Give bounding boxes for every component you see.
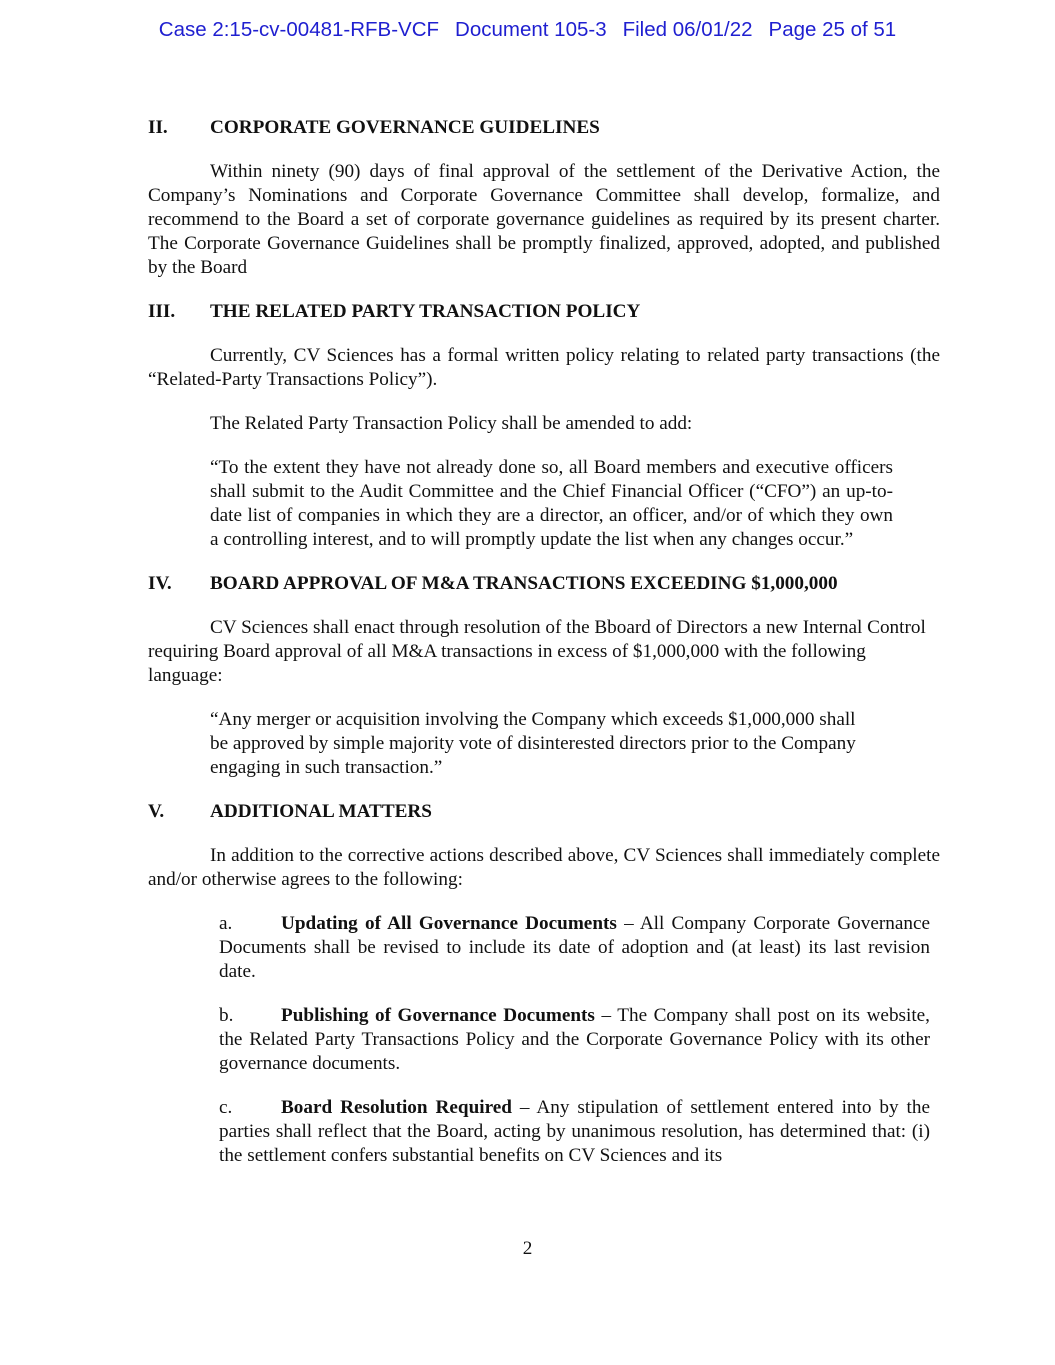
- paragraph: CV Sciences shall enact through resolution of the Bboard of Directors a new Internal Control requiring Board approval of all M&A transactions in excess of $1,000,000 with the following language:: [148, 617, 926, 686]
- section-title: THE RELATED PARTY TRANSACTION POLICY: [210, 301, 641, 322]
- section-heading-v: [148, 800, 940, 824]
- section-number: V.: [148, 801, 165, 822]
- section-heading-iii: [148, 300, 940, 324]
- document-number: Document 105-3: [455, 18, 607, 41]
- item-title: Publishing of Governance Documents: [281, 1005, 595, 1026]
- item-text: Any stipulation of settlement entered into by the parties shall reflect that the Board, acting by unanimous resolution, has determined that: (i) the settlement confers substantial benefits on CV Sciences and its: [219, 1097, 930, 1166]
- section-heading-iv: [148, 572, 940, 596]
- block-quote: “Any merger or acquisition involving the Company which exceeds $1,000,000 shall be approved by simple majority vote of disinterested directors prior to the Company engaging in such transaction.”: [210, 709, 856, 778]
- block-quote: “To the extent they have not already done so, all Board members and executive officers shall submit to the Audit Committee and the Chief Financial Officer (“CFO”) an up-to-date list of companies in which they are a director, an officer, and/or of which they own a controlling interest, and to will promptly update the list when any changes occur.”: [210, 457, 893, 550]
- section-number: III.: [148, 301, 176, 322]
- item-text: All Company Corporate Governance Documents shall be revised to include its date of adoption and (at least) its last revision date.: [219, 913, 931, 982]
- item-letter: c.: [219, 1097, 233, 1118]
- list-item-b: [219, 1004, 930, 1076]
- item-title: Board Resolution Required: [281, 1097, 512, 1118]
- paragraph: Currently, CV Sciences has a formal written policy relating to related party transactions (the “Related-Party Transactions Policy”).: [148, 345, 940, 390]
- section-title: CORPORATE GOVERNANCE GUIDELINES: [210, 117, 600, 138]
- item-text: The Company shall post on its website, the Related Party Transactions Policy and the Corporate Governance Policy with its other governance documents.: [219, 1005, 930, 1074]
- section-heading-ii: [148, 116, 940, 140]
- page-count: Page 25 of 51: [768, 18, 897, 41]
- document-body: [148, 116, 940, 1188]
- case-header: [0, 18, 1055, 42]
- paragraph: The Related Party Transaction Policy shall be amended to add:: [210, 413, 693, 434]
- list-item-c: [219, 1096, 930, 1168]
- page-number: 2: [522, 1238, 533, 1259]
- case-number: Case 2:15-cv-00481-RFB-VCF: [158, 18, 440, 41]
- item-title: Updating of All Governance Documents: [281, 913, 617, 934]
- item-letter: a.: [219, 913, 233, 934]
- item-letter: b.: [219, 1005, 234, 1026]
- item-dash: –: [616, 913, 640, 934]
- section-title: ADDITIONAL MATTERS: [210, 801, 432, 822]
- item-dash: –: [511, 1097, 537, 1118]
- item-dash: –: [594, 1005, 618, 1026]
- section-title: BOARD APPROVAL OF M&A TRANSACTIONS EXCEEDING $1,000,000: [210, 573, 838, 594]
- filed-date: Filed 06/01/22: [622, 18, 753, 41]
- section-number: II.: [148, 117, 168, 138]
- paragraph: Within ninety (90) days of final approval of the settlement of the Derivative Action, the Company’s Nominations and Corporate Governance Committee shall develop, formalize, and recommend to the Board a set of corporate governance guidelines as required by its present charter. The Corporate Governance Guidelines shall be promptly finalized, approved, adopted, and published by the Board: [148, 161, 940, 278]
- paragraph: In addition to the corrective actions described above, CV Sciences shall immediately complete and/or otherwise agrees to the following:: [148, 845, 940, 890]
- list-item-a: [219, 912, 930, 984]
- section-number: IV.: [148, 573, 172, 594]
